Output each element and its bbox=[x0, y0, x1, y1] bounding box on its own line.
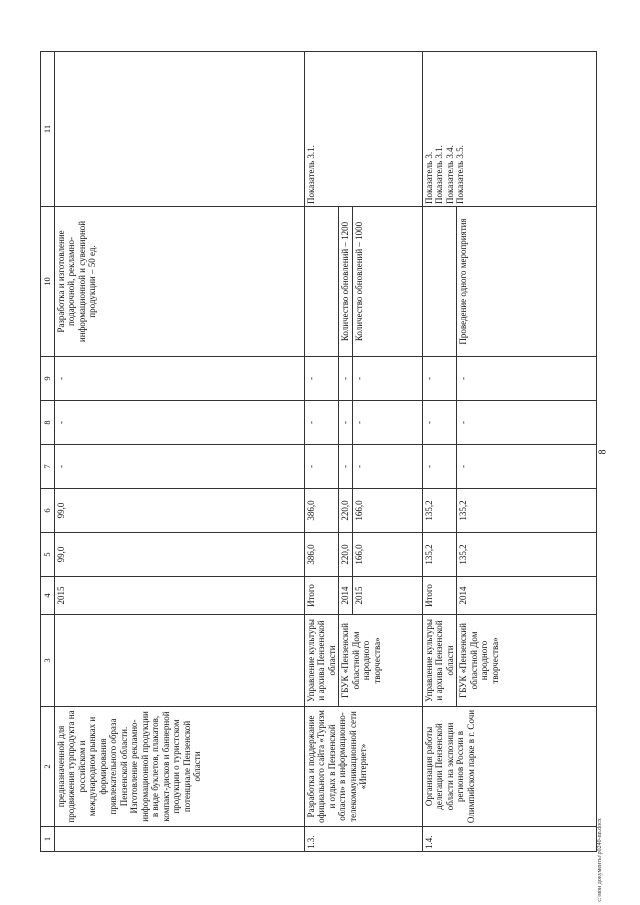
value-other: - bbox=[422, 357, 457, 401]
program-table bbox=[40, 51, 597, 852]
executor bbox=[54, 615, 304, 707]
header-cell: 11 bbox=[41, 52, 55, 207]
value-total: 135,2 bbox=[457, 533, 597, 577]
value-regional: 220,0 bbox=[339, 489, 353, 533]
value-federal: - bbox=[339, 445, 353, 489]
table-row bbox=[54, 52, 304, 852]
value-local: - bbox=[339, 401, 353, 445]
value-federal: - bbox=[54, 445, 304, 489]
measure-name: Разработка и поддержание официального сайта «Туризм и отдых в Пензенской области» в информационно-телекоммуникационной сети «Интернет» bbox=[304, 707, 422, 827]
executor: ГБУК «Пензенский областной Дом народного творчества» bbox=[457, 615, 597, 707]
value-other: - bbox=[339, 357, 353, 401]
result: Количество обновлений – 1000 bbox=[352, 207, 422, 357]
table-row bbox=[422, 52, 457, 852]
value-federal: - bbox=[304, 445, 339, 489]
value-local: - bbox=[352, 401, 422, 445]
header-cell: 6 bbox=[41, 489, 55, 533]
value-regional: 135,2 bbox=[422, 489, 457, 533]
total-label: Итого bbox=[304, 577, 339, 615]
value-federal: - bbox=[457, 445, 597, 489]
value-local: - bbox=[422, 401, 457, 445]
indicator-line: Показатель 3.4. bbox=[444, 145, 455, 204]
value-other: - bbox=[54, 357, 304, 401]
value-regional: 99,0 bbox=[54, 489, 304, 533]
measure-name: предназначенной для продвижения турпродукта на российском и международном рынках и формирования привлекательного образа Пензенской области. Изготовление рекламно-информационной продукции в виде буклетов, плакатов, компакт-дисков и баннерной продукции о туристском потенциале Пензенской области bbox=[54, 707, 304, 827]
header-cell: 5 bbox=[41, 533, 55, 577]
year: 2014 bbox=[457, 577, 597, 615]
result: Количество обновлений – 1200 bbox=[339, 207, 353, 357]
total-label: Итого bbox=[422, 577, 457, 615]
value-total: 166,0 bbox=[352, 533, 422, 577]
measure-name: Организация работы делегации Пензенской области на экспозиции регионов России в Олимпийском парке в г. Сочи bbox=[422, 707, 597, 827]
result: Проведение одного мероприятия bbox=[457, 207, 597, 357]
indicator-line: Показатель 3. bbox=[423, 151, 434, 204]
header-row bbox=[41, 52, 55, 852]
value-other: - bbox=[352, 357, 422, 401]
year: 2015 bbox=[352, 577, 422, 615]
value-total: 386,0 bbox=[304, 533, 339, 577]
header-cell: 4 bbox=[41, 577, 55, 615]
header-cell: 7 bbox=[41, 445, 55, 489]
result bbox=[422, 207, 457, 357]
result bbox=[304, 207, 339, 357]
file-path-footer: c:\мои документы\p0240-nn.docx bbox=[597, 818, 603, 902]
indicator bbox=[54, 52, 304, 207]
page-number: 8 bbox=[597, 449, 609, 455]
header-cell: 2 bbox=[41, 707, 55, 827]
year: 2014 bbox=[339, 577, 353, 615]
value-local: - bbox=[54, 401, 304, 445]
result: Разработка и изготовление подарочной, рекламно-информационной и сувенирной продукции – 50 ед. bbox=[54, 207, 304, 357]
value-regional: 166,0 bbox=[352, 489, 422, 533]
indicator-line: Показатель 3.5. bbox=[455, 145, 465, 204]
header-cell: 8 bbox=[41, 401, 55, 445]
row-number: 1.4. bbox=[422, 827, 597, 852]
table-row bbox=[304, 52, 339, 852]
value-total: 135,2 bbox=[422, 533, 457, 577]
rotated-page bbox=[40, 52, 600, 852]
value-federal: - bbox=[422, 445, 457, 489]
header-cell: 9 bbox=[41, 357, 55, 401]
indicator bbox=[422, 52, 597, 207]
executor: Управление культуры и архива Пензенской области bbox=[422, 615, 457, 707]
executor: Управление культуры и архива Пензенской области bbox=[304, 615, 339, 707]
row-number: 1.3. bbox=[304, 827, 422, 852]
row-number bbox=[54, 827, 304, 852]
header-cell: 1 bbox=[41, 827, 55, 852]
value-other: - bbox=[457, 357, 597, 401]
indicator: Показатель 3.1. bbox=[304, 52, 422, 207]
header-cell: 10 bbox=[41, 207, 55, 357]
value-federal: - bbox=[352, 445, 422, 489]
value-regional: 135,2 bbox=[457, 489, 597, 533]
value-regional: 386,0 bbox=[304, 489, 339, 533]
value-total: 220,0 bbox=[339, 533, 353, 577]
value-local: - bbox=[304, 401, 339, 445]
executor: ГБУК «Пензенский областной Дом народного творчества» bbox=[339, 615, 423, 707]
value-other: - bbox=[304, 357, 339, 401]
year: 2015 bbox=[54, 577, 304, 615]
value-total: 99,0 bbox=[54, 533, 304, 577]
value-local: - bbox=[457, 401, 597, 445]
indicator-line: Показатель 3.1. bbox=[434, 145, 444, 204]
header-cell: 3 bbox=[41, 615, 55, 707]
